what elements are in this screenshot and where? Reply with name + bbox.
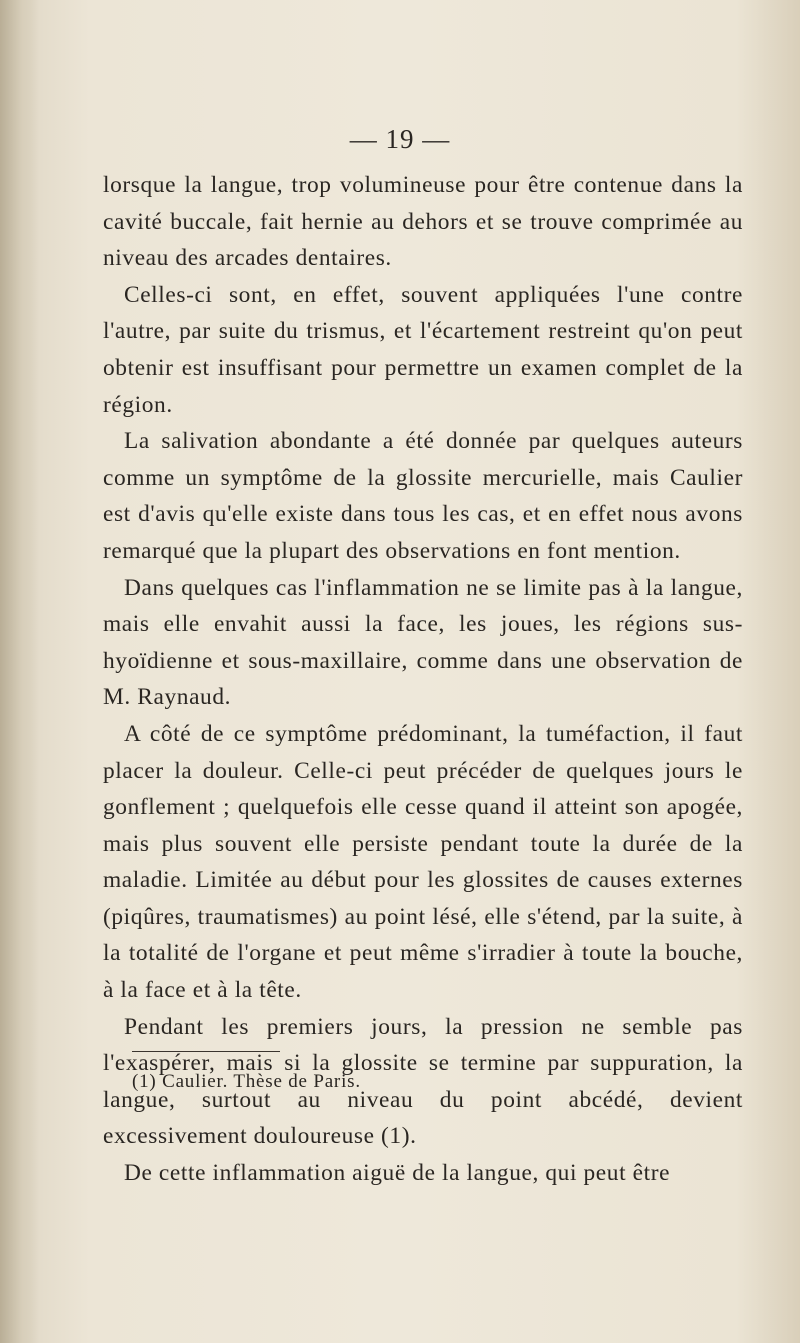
page-number: — 19 — [349, 124, 451, 154]
footnote-rule [132, 1051, 280, 1052]
paragraph-3: La salivation abondante a été donnée par quelques auteurs comme un symptôme de la glossite mercurielle, mais Caulier est d'avis qu'elle existe dans tous les cas, et en effet nous avons remarqué que la plupart des observations en font mention. [103, 428, 743, 564]
paragraph-7: De cette inflammation aiguë de la langue, qui peut être [124, 1160, 671, 1187]
page-edge-shadow [0, 0, 38, 1343]
paragraph-6: Pendant les premiers jours, la pression ne semble pas l'exaspérer, mais si la glossite se termine par suppuration, la langue, surtout au niveau du point abcédé, devient excessivement douloureuse (1). [103, 1013, 743, 1150]
footnote: (1) Caulier. Thèse de Paris. [132, 1071, 361, 1092]
paragraph-4: Dans quelques cas l'inflammation ne se limite pas à la langue, mais elle envahit aussi la face, les joues, les régions sus-hyoïdienne et sous-maxillaire, comme dans une observation de M. Raynaud. [103, 574, 743, 711]
paragraph-2: Celles-ci sont, en effet, souvent appliquées l'une contre l'autre, par suite du trismus, et l'écartement restreint qu'on peut obtenir est insuffisant pour permettre un examen complet de la région. [103, 281, 743, 418]
body-text [103, 167, 743, 1192]
paragraph-1: lorsque la langue, trop volumineuse pour être contenue dans la cavité buccale, fait hernie au dehors et se trouve comprimée au niveau des arcades dentaires. [103, 172, 743, 272]
paragraph-5: A côté de ce symptôme prédominant, la tuméfaction, il faut placer la douleur. Celle-ci peut précéder de quelques jours le gonflement ; quelquefois elle cesse quand il atteint son apogée, mais plus souvent elle persiste pendant toute la durée de la maladie. Limitée au début pour les glossites de causes externes (piqûres, traumatismes) au point lésé, elle s'étend, par la suite, à la totalité de l'organe et peut même s'irradier à toute la bouche, à la face et à la tête. [103, 720, 743, 1004]
